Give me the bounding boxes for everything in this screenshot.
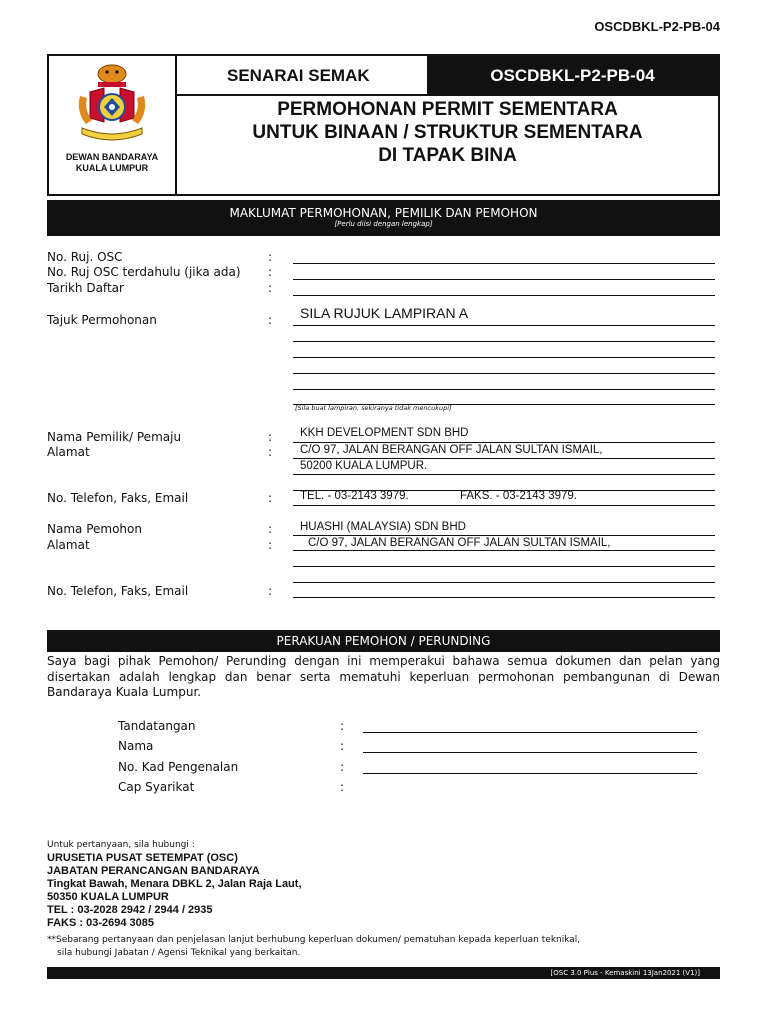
document-code-top: OSCDBKL-P2-PB-04 [594,19,720,34]
colon: : [268,281,273,295]
contact-intro: Untuk pertanyaan, sila hubungi : [47,840,195,850]
colon: : [268,538,273,552]
attachment-note: [Sila buat lampiran, sekiranya tidak mencukupi] [295,404,452,412]
label-ruj-osc: No. Ruj. OSC [47,250,123,264]
label-alamat-pemilik: Alamat [47,445,90,459]
section2-header-bar [47,630,720,652]
name-line[interactable] [363,752,697,753]
tajuk-value: SILA RUJUK LAMPIRAN A [300,305,469,321]
form-title [177,98,718,167]
contact-line1: URUSETIA PUSAT SETEMPAT (OSC) [47,852,238,864]
section1-title: MAKLUMAT PERMOHONAN, PEMILIK DAN PEMOHON [229,206,538,220]
logo-caption-line1: DEWAN BANDARAYA [65,152,159,162]
telefon-pemilik-value: TEL. - 03-2143 3979. [300,490,409,502]
colon: : [268,265,273,279]
alamat-pemilik-line2: 50200 KUALA LUMPUR. [300,460,428,472]
label-cap-syarikat: Cap Syarikat [118,780,195,794]
label-kad-pengenalan: No. Kad Pengenalan [118,760,239,774]
field-line[interactable] [293,505,715,506]
colon: : [340,719,345,733]
label-telefon-pemilik: No. Telefon, Faks, Email [47,491,189,505]
ic-number-line[interactable] [363,773,697,774]
colon: : [268,491,273,505]
label-tarikh-daftar: Tarikh Daftar [47,281,124,295]
form-header [47,54,720,196]
field-line[interactable] [293,582,715,583]
colon: : [268,430,273,444]
field-line[interactable] [293,550,715,551]
colon: : [340,739,345,753]
field-line[interactable] [293,535,715,536]
footer-version: [OSC 3.0 Plus - Kemaskini 13Jan2021 (V1)] [47,967,720,979]
field-line[interactable] [293,474,715,475]
section1-header-bar [47,200,720,236]
field-line[interactable] [293,389,715,390]
field-line[interactable] [293,442,715,443]
label-ruj-osc-prev: No. Ruj OSC terdahulu (jika ada) [47,265,241,279]
field-line[interactable] [293,597,715,598]
contact-line3: Tingkat Bawah, Menara DBKL 2, Jalan Raja Laut, [47,878,302,890]
logo-caption [49,152,175,174]
section2-title: PERAKUAN PEMOHON / PERUNDING [276,634,491,648]
contact-tel: TEL : 03-2028 2942 / 2944 / 2935 [47,904,213,916]
colon: : [268,522,273,536]
field-line[interactable] [293,373,715,374]
pemilik-value: KKH DEVELOPMENT SDN BHD [300,427,469,439]
label-nama: Nama [118,739,154,753]
label-pemohon: Nama Pemohon [47,522,142,536]
section1-subtitle: [Perlu diisi dengan lengkap] [334,220,433,228]
field-line[interactable] [293,263,715,264]
contact-note2: sila hubungi Jabatan / Agensi Teknikal yang berkaitan. [57,948,301,958]
label-alamat-pemohon: Alamat [47,538,90,552]
colon: : [340,760,345,774]
form-title-line3: DI TAPAK BINA [378,145,517,166]
field-line[interactable] [293,341,715,342]
label-telefon-pemohon: No. Telefon, Faks, Email [47,584,189,598]
form-title-line1: PERMOHONAN PERMIT SEMENTARA [277,99,618,120]
field-line[interactable] [293,357,715,358]
field-line[interactable] [293,279,715,280]
field-line[interactable] [293,295,715,296]
contact-faks: FAKS : 03-2694 3085 [47,917,155,929]
contact-note1: **Sebarang pertanyaan dan penjelasan lanjut berhubung keperluan dokumen/ pematuhan kepada keperluan teknikal, [47,935,581,945]
dbkl-crest-logo [72,62,152,146]
signature-line[interactable] [363,732,697,733]
field-line[interactable] [293,566,715,567]
colon: : [268,250,273,264]
field-line[interactable] [293,458,715,459]
colon: : [268,445,273,459]
declaration-text: Saya bagi pihak Pemohon/ Perunding dengan ini memperakui bahawa semua dokumen dan pelan yang disertakan adalah lengkap dan benar serta mematuhi keperluan permohonan pembangunan di Dewan Bandaraya Kuala Lumpur. [47,654,720,699]
contact-line2: JABATAN PERANCANGAN BANDARAYA [47,865,260,877]
pemohon-value: HUASHI (MALAYSIA) SDN BHD [300,521,466,533]
faks-pemilik-value: FAKS. - 03-2143 3979. [460,490,577,502]
form-title-line2: UNTUK BINAAN / STRUKTUR SEMENTARA [252,122,643,143]
label-tajuk: Tajuk Permohonan [47,313,157,327]
label-tandatangan: Tandatangan [118,719,196,733]
checklist-label: SENARAI SEMAK [177,56,427,96]
colon: : [268,313,273,327]
alamat-pemohon-line1: C/O 97, JALAN BERANGAN OFF JALAN SULTAN ISMAIL, [308,537,611,549]
contact-line4: 50350 KUALA LUMPUR [47,891,169,903]
alamat-pemilik-line1: C/O 97, JALAN BERANGAN OFF JALAN SULTAN ISMAIL, [300,444,603,456]
label-pemilik: Nama Pemilik/ Pemaju [47,430,182,444]
logo-cell [49,56,177,194]
colon: : [340,780,345,794]
field-line[interactable] [293,325,715,326]
colon: : [268,584,273,598]
form-code-box: OSCDBKL-P2-PB-04 [427,56,718,96]
logo-caption-line2: KUALA LUMPUR [75,163,149,173]
